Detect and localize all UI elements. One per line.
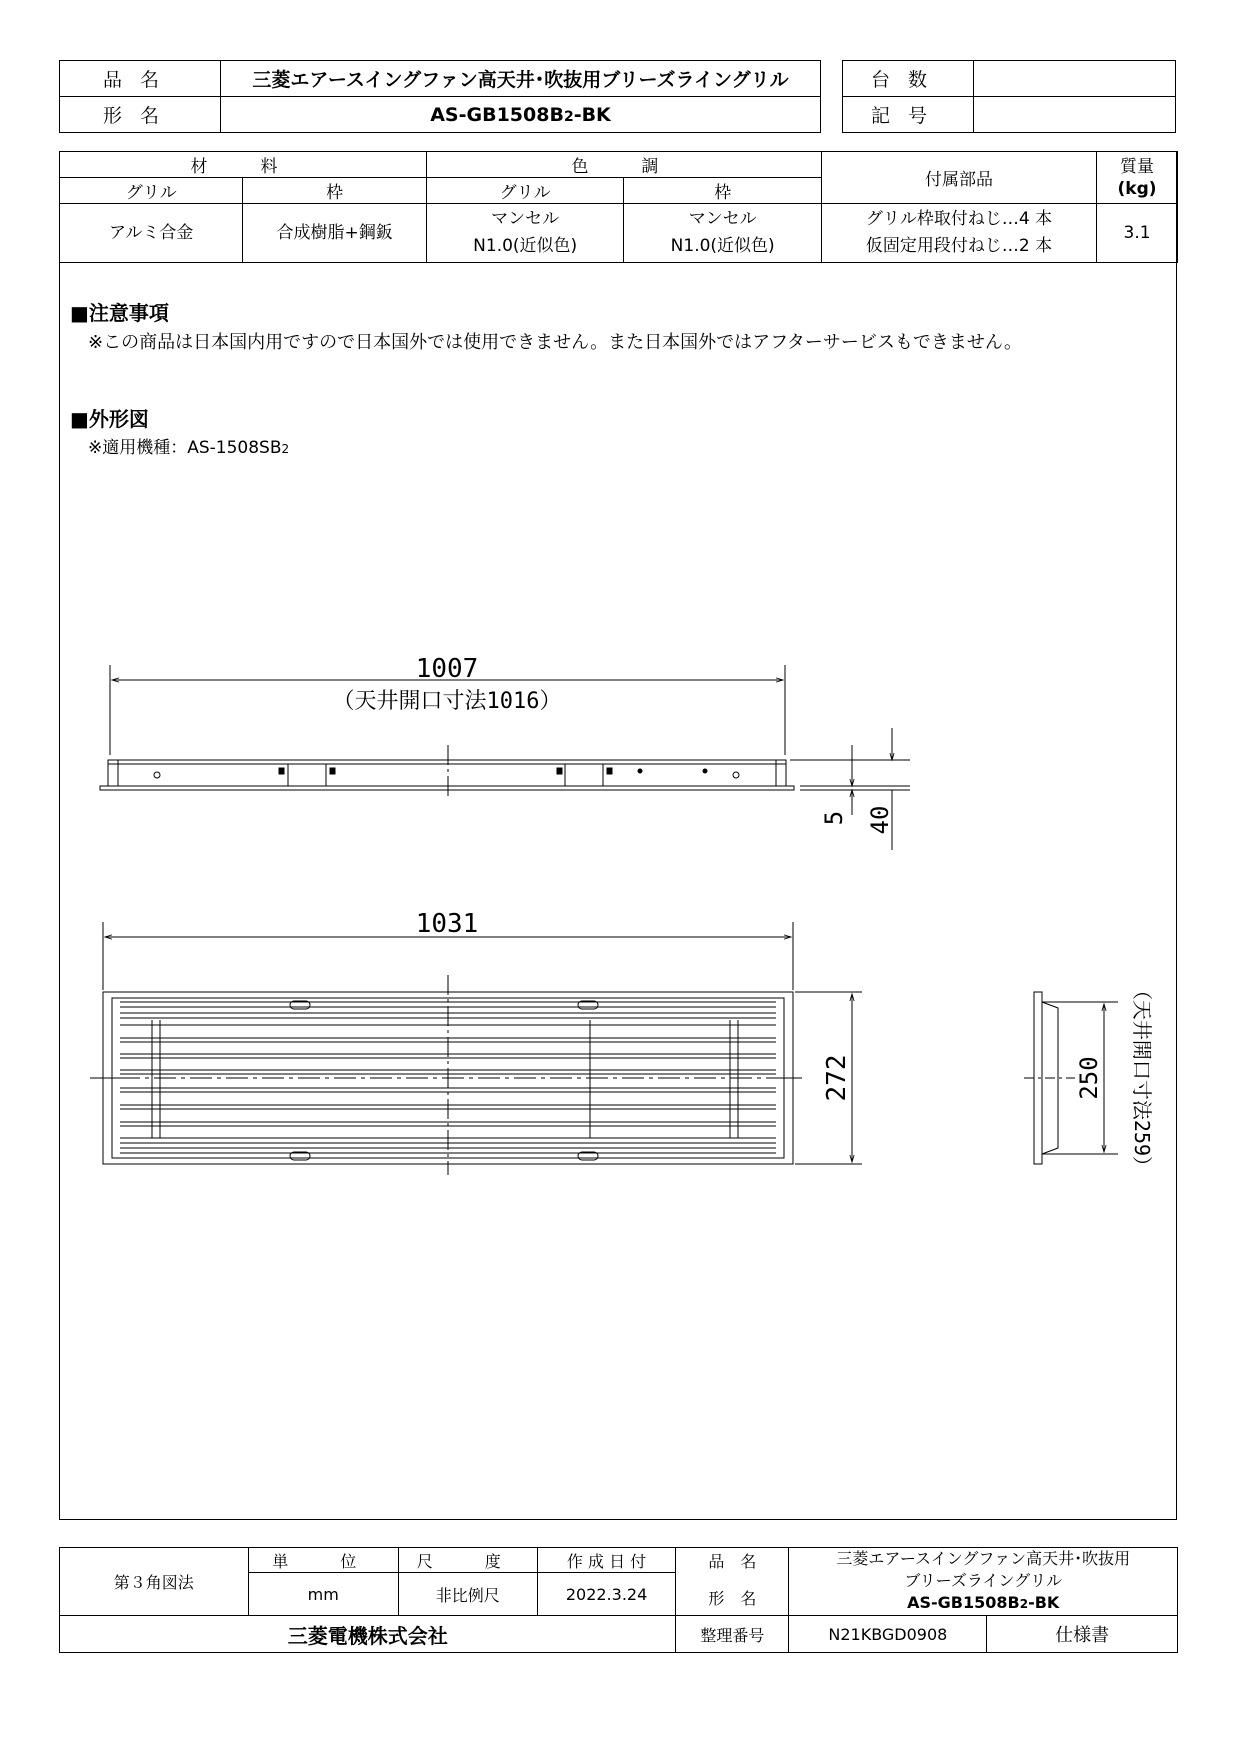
ref-label: 整理番号 — [676, 1616, 789, 1653]
dim-5: 5 — [820, 810, 848, 826]
scale-label: 尺 度 — [398, 1548, 537, 1573]
material-header: 材 料 — [60, 152, 427, 178]
applicable-model: ※適用機種：AS-1508SB2 — [88, 438, 290, 458]
date-value: 2022.3.24 — [537, 1573, 676, 1616]
dim-ceiling-opening-height: （天井開口寸法259） — [1130, 979, 1154, 1177]
accessories-header: 付属部品 — [821, 152, 1096, 204]
color-frame: マンセル N1.0(近似色) — [624, 204, 822, 263]
material-frame: 合成樹脂+鋼鈑 — [243, 204, 426, 263]
quantity-label: 台数 — [843, 61, 974, 97]
material-grille-header: グリル — [60, 178, 243, 204]
company-name: 三菱電機株式会社 — [60, 1616, 676, 1653]
symbol-label: 記号 — [843, 97, 974, 133]
footer-model-label: 形 名 — [676, 1573, 789, 1616]
dim-front-width: 1031 — [415, 909, 479, 939]
material-frame-header: 枠 — [243, 178, 426, 204]
color-frame-header: 枠 — [624, 178, 822, 204]
mass-header: 質量 (kg) — [1097, 152, 1178, 204]
dim-ceiling-opening-width: （天井開口寸法1016） — [332, 689, 562, 714]
color-grille-header: グリル — [426, 178, 624, 204]
color-grille: マンセル N1.0(近似色) — [426, 204, 624, 263]
product-name-label: 品名 — [60, 61, 221, 97]
accessories: グリル枠取付ねじ…4 本 仮固定用段付ねじ…2 本 — [821, 204, 1096, 263]
model-number: AS-GB1508B2-BK — [221, 97, 821, 133]
doc-type: 仕様書 — [987, 1616, 1178, 1653]
product-name: 三菱エアースイングファン高天井･吹抜用ブリーズライングリル — [221, 61, 821, 97]
scale-value: 非比例尺 — [398, 1573, 537, 1616]
footer-product-label: 品 名 — [676, 1548, 789, 1573]
model-label: 形名 — [60, 97, 221, 133]
outline-heading: ■外形図 — [70, 407, 149, 431]
front-view — [90, 975, 862, 1175]
color-header: 色 調 — [426, 152, 821, 178]
side-view — [1024, 992, 1118, 1164]
unit-label: 単 位 — [248, 1548, 398, 1573]
dim-40: 40 — [866, 805, 894, 835]
footer-table — [59, 1547, 1178, 1653]
dim-side-height: 250 — [1075, 1056, 1103, 1100]
ref-number: N21KBGD0908 — [789, 1616, 987, 1653]
top-view — [100, 728, 910, 850]
projection-method: 第３角図法 — [60, 1548, 249, 1616]
caution-text: ※この商品は日本国内用ですので日本国外では使用できません。また日本国外ではアフターサービスもできません。 — [88, 332, 1022, 353]
material-grille: アルミ合金 — [60, 204, 243, 263]
unit-value: mm — [248, 1573, 398, 1616]
footer-product-name: 三菱エアースイングファン高天井･吹抜用 ブリーズライングリル AS-GB1508B2-BK — [789, 1548, 1178, 1616]
mass-value: 3.1 — [1097, 204, 1178, 263]
date-label: 作 成 日 付 — [537, 1548, 676, 1573]
dim-top-width: 1007 — [415, 654, 479, 684]
dim-front-height: 272 — [822, 1054, 852, 1102]
caution-heading: ■注意事項 — [70, 301, 169, 325]
